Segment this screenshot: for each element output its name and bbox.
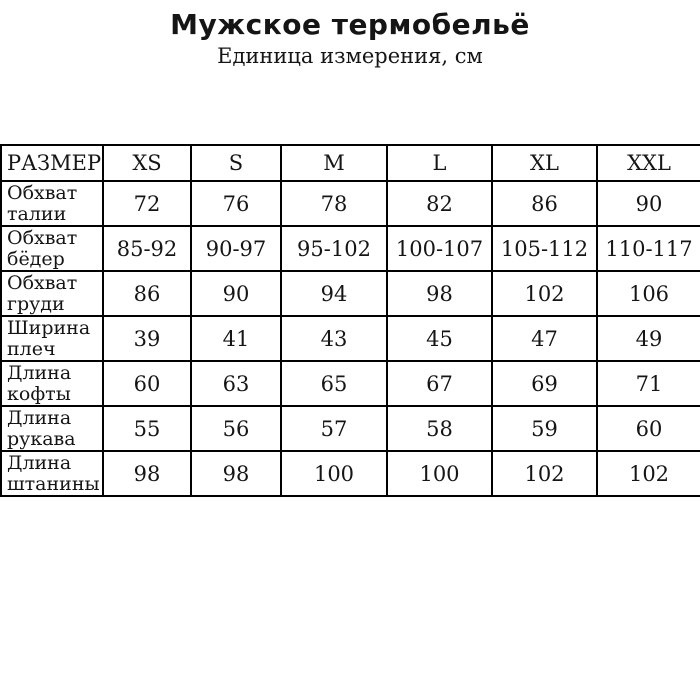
- size-table: [0, 144, 700, 497]
- table-cell: 39: [103, 316, 191, 361]
- table-cell: 100: [387, 451, 492, 496]
- table-row-pant-leg: [1, 451, 700, 496]
- table-cell: 72: [103, 181, 191, 226]
- table-cell: 86: [492, 181, 597, 226]
- row-label-waist: Обхват талии: [1, 181, 103, 226]
- header-size-xl: XL: [492, 145, 597, 181]
- table-cell: 55: [103, 406, 191, 451]
- header-size-xxl: XXL: [597, 145, 700, 181]
- table-cell: 47: [492, 316, 597, 361]
- table-cell: 59: [492, 406, 597, 451]
- table-cell: 41: [191, 316, 281, 361]
- table-row-top-length: [1, 361, 700, 406]
- table-cell: 82: [387, 181, 492, 226]
- page-title: Мужское термобельё: [170, 8, 530, 41]
- table-cell: 85-92: [103, 226, 191, 271]
- table-cell: 65: [281, 361, 387, 406]
- table-cell: 67: [387, 361, 492, 406]
- table-cell: 43: [281, 316, 387, 361]
- row-label-chest: Обхват груди: [1, 271, 103, 316]
- table-row-chest: [1, 271, 700, 316]
- table-cell: 90-97: [191, 226, 281, 271]
- table-cell: 100-107: [387, 226, 492, 271]
- table-row-sleeve: [1, 406, 700, 451]
- table-cell: 105-112: [492, 226, 597, 271]
- table-cell: 94: [281, 271, 387, 316]
- table-cell: 98: [387, 271, 492, 316]
- table-cell: 98: [103, 451, 191, 496]
- table-cell: 56: [191, 406, 281, 451]
- table-cell: 71: [597, 361, 700, 406]
- table-row-shoulders: [1, 316, 700, 361]
- header-size-xs: XS: [103, 145, 191, 181]
- page-subtitle: Единица измерения, см: [217, 44, 483, 68]
- table-row-hips: [1, 226, 700, 271]
- table-cell: 102: [597, 451, 700, 496]
- table-header-row: [1, 145, 700, 181]
- table-cell: 98: [191, 451, 281, 496]
- header-size-label: РАЗМЕР: [1, 145, 103, 181]
- header-size-m: M: [281, 145, 387, 181]
- table-cell: 90: [597, 181, 700, 226]
- table-cell: 102: [492, 451, 597, 496]
- table-cell: 102: [492, 271, 597, 316]
- table-cell: 86: [103, 271, 191, 316]
- row-label-top-length: Длина кофты: [1, 361, 103, 406]
- table-cell: 78: [281, 181, 387, 226]
- table-cell: 60: [103, 361, 191, 406]
- row-label-shoulders: Ширина плеч: [1, 316, 103, 361]
- table-cell: 58: [387, 406, 492, 451]
- table-cell: 110-117: [597, 226, 700, 271]
- table-cell: 63: [191, 361, 281, 406]
- row-label-pant-leg: Длина штанины: [1, 451, 103, 496]
- table-cell: 69: [492, 361, 597, 406]
- row-label-hips: Обхват бёдер: [1, 226, 103, 271]
- table-cell: 45: [387, 316, 492, 361]
- table-cell: 100: [281, 451, 387, 496]
- table-cell: 57: [281, 406, 387, 451]
- header-size-s: S: [191, 145, 281, 181]
- table-cell: 95-102: [281, 226, 387, 271]
- table-cell: 49: [597, 316, 700, 361]
- table-row-waist: [1, 181, 700, 226]
- size-table-container: [0, 144, 700, 497]
- table-cell: 106: [597, 271, 700, 316]
- header-size-l: L: [387, 145, 492, 181]
- table-cell: 60: [597, 406, 700, 451]
- table-cell: 90: [191, 271, 281, 316]
- row-label-sleeve: Длина рукава: [1, 406, 103, 451]
- table-cell: 76: [191, 181, 281, 226]
